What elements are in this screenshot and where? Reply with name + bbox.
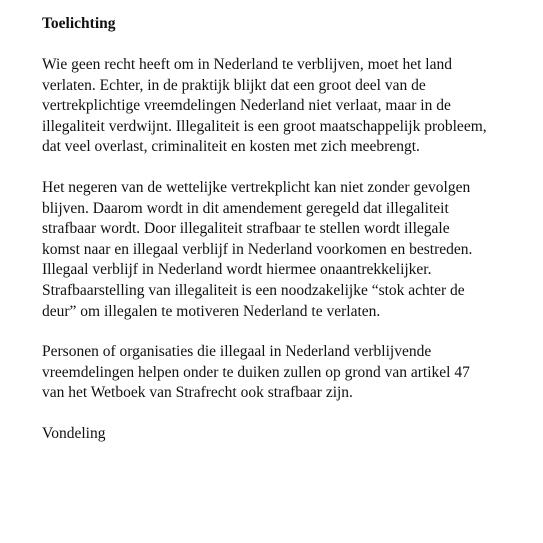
paragraph-2: Het negeren van de wettelijke vertrekplicht kan niet zonder gevolgen blijven. Daarom wordt in dit amendement geregeld dat illegaliteit strafbaar wordt. Door illegaliteit strafbaar te stellen wordt illegale komst naar en illegaal verblijf in Nederland voorkomen en bestreden. Illegaal verblijf in Nederland wordt hiermee onaantrekkelijker. Strafbaarstelling van illegaliteit is een noodzakelijke “stok achter de deur” om illegalen te motiveren Nederland te verlaten.	[42, 178, 473, 320]
document-page	[42, 14, 537, 445]
signature: Vondeling	[42, 424, 106, 442]
document-heading: Toelichting	[42, 15, 116, 32]
paragraph-3: Personen of organisaties die illegaal in Nederland verblijvende vreemdelingen helpen onder te duiken zullen op grond van artikel 47 van het Wetboek van Strafrecht ook strafbaar zijn.	[42, 343, 470, 402]
paragraph-1: Wie geen recht heeft om in Nederland te verblijven, moet het land verlaten. Echter, in de praktijk blijkt dat een groot deel van de vertrekplichtige vreemdelingen Nederland niet verlaat, maar in de illegaliteit verdwijnt. Illegaliteit is een groot maatschappelijk probleem, dat veel overlast, criminaliteit en kosten met zich meebrengt.	[42, 56, 487, 156]
